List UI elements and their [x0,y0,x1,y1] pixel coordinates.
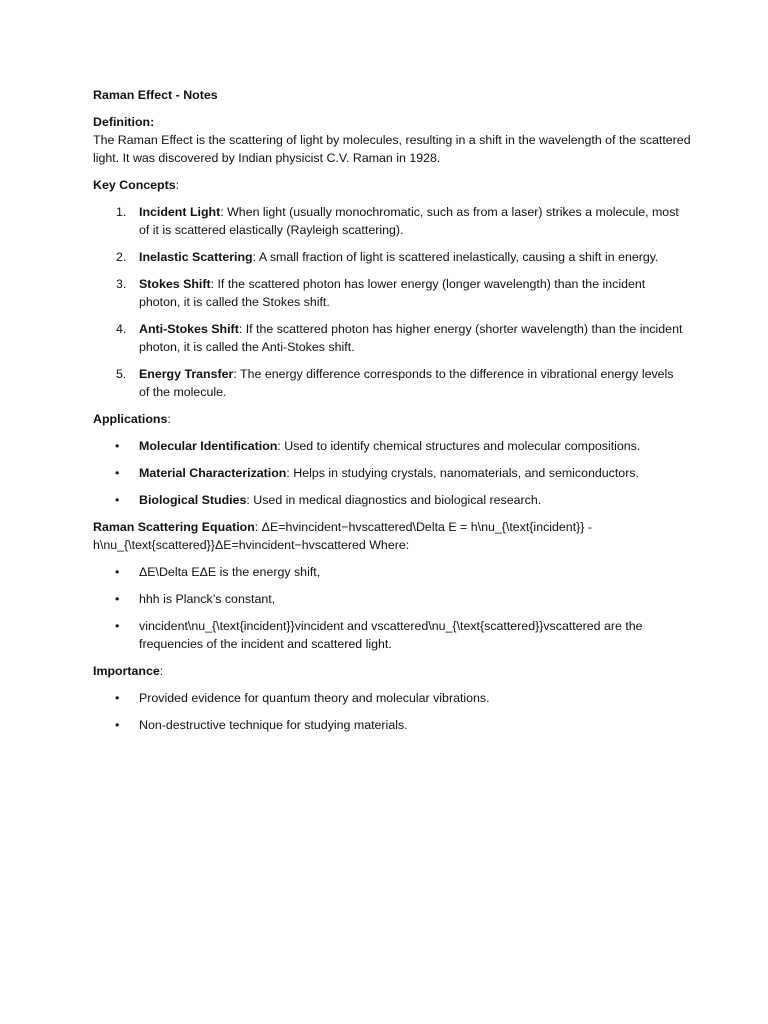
concept-text: : If the scattered photon has higher energy (shorter wavelength) than the incident photon, it is called the Anti-Stokes shift. [139,322,683,354]
equation-paragraph [93,518,693,554]
key-concepts-list [93,203,693,401]
equation-text: : ΔE=hvincident−hvscattered\Delta E = h\nu_{\text{incident}} - h\nu_{\text{scattered}}ΔE=hvincident−hvscattered Where: [93,520,592,552]
application-term: Material Characterization [139,466,287,480]
importance-list [93,689,693,734]
equation-term-text: ΔE\Delta EΔE is the energy shift, [139,565,321,579]
applications-list [93,437,693,509]
equation-terms-list [93,563,693,653]
key-concepts-heading-line [93,176,693,194]
applications-heading-colon: : [167,412,171,426]
list-item [93,491,684,509]
application-term: Molecular Identification [139,439,278,453]
concept-term: Incident Light [139,205,221,219]
application-text: : Helps in studying crystals, nanomaterials, and semiconductors. [286,466,639,480]
applications-heading-line [93,410,693,428]
list-item [93,365,684,401]
application-term: Biological Studies [139,493,247,507]
list-item [93,275,684,311]
concept-text: : The energy difference corresponds to the difference in vibrational energy levels of the molecule. [139,367,674,399]
applications-heading: Applications [93,412,168,426]
key-concepts-heading: Key Concepts [93,178,176,192]
importance-heading: Importance [93,664,160,678]
concept-text: : If the scattered photon has lower energy (longer wavelength) than the incident photon, it is called the Stokes shift. [139,277,646,309]
list-number: 2. [116,250,127,264]
bullet-icon: • [115,592,120,606]
list-number: 3. [116,277,127,291]
list-item [93,716,684,734]
application-text: : Used in medical diagnostics and biological research. [246,493,542,507]
list-item [93,563,684,581]
equation-heading: Raman Scattering Equation [93,520,255,534]
bullet-icon: • [115,619,120,633]
key-concepts-heading-colon: : [175,178,180,192]
importance-text: Provided evidence for quantum theory and molecular vibrations. [139,691,490,705]
list-item [93,203,684,239]
list-item [93,464,684,482]
document-page [93,86,693,743]
bullet-icon: • [115,466,120,480]
definition-heading: Definition: [93,115,155,129]
document-title: Raman Effect - Notes [93,88,218,102]
importance-text: Non-destructive technique for studying materials. [139,718,408,732]
bullet-icon: • [115,718,120,732]
list-number: 5. [116,367,127,381]
list-item [93,437,684,455]
concept-term: Anti-Stokes Shift [139,322,239,336]
list-item [93,320,684,356]
concept-term: Inelastic Scattering [139,250,253,264]
bullet-icon: • [115,565,120,579]
list-number: 1. [116,205,127,219]
list-item [93,617,684,653]
application-text: : Used to identify chemical structures and molecular compositions. [277,439,641,453]
list-item [93,689,684,707]
concept-text: : A small fraction of light is scattered inelastically, causing a shift in energy. [252,250,659,264]
bullet-icon: • [115,439,120,453]
list-item [93,590,684,608]
bullet-icon: • [115,691,120,705]
concept-term: Stokes Shift [139,277,211,291]
list-number: 4. [116,322,127,336]
definition-text: The Raman Effect is the scattering of light by molecules, resulting in a shift in the wavelength of the scattered light. It was discovered by Indian physicist C.V. Raman in 1928. [93,133,691,165]
list-item [93,248,684,266]
concept-term: Energy Transfer [139,367,234,381]
equation-term-text: vincident\nu_{\text{incident}}vincident and vscattered\nu_{\text{scattered}}vscattered are the frequencies of the incident and scattered light. [139,619,643,651]
equation-term-text: hhh is Planck’s constant, [139,592,276,606]
definition-section [93,113,693,167]
importance-heading-colon: : [159,664,164,678]
importance-heading-line [93,662,693,680]
bullet-icon: • [115,493,120,507]
concept-text: : When light (usually monochromatic, such as from a laser) strikes a molecule, most of it is scattered elastically (Rayleigh scattering). [139,205,679,237]
